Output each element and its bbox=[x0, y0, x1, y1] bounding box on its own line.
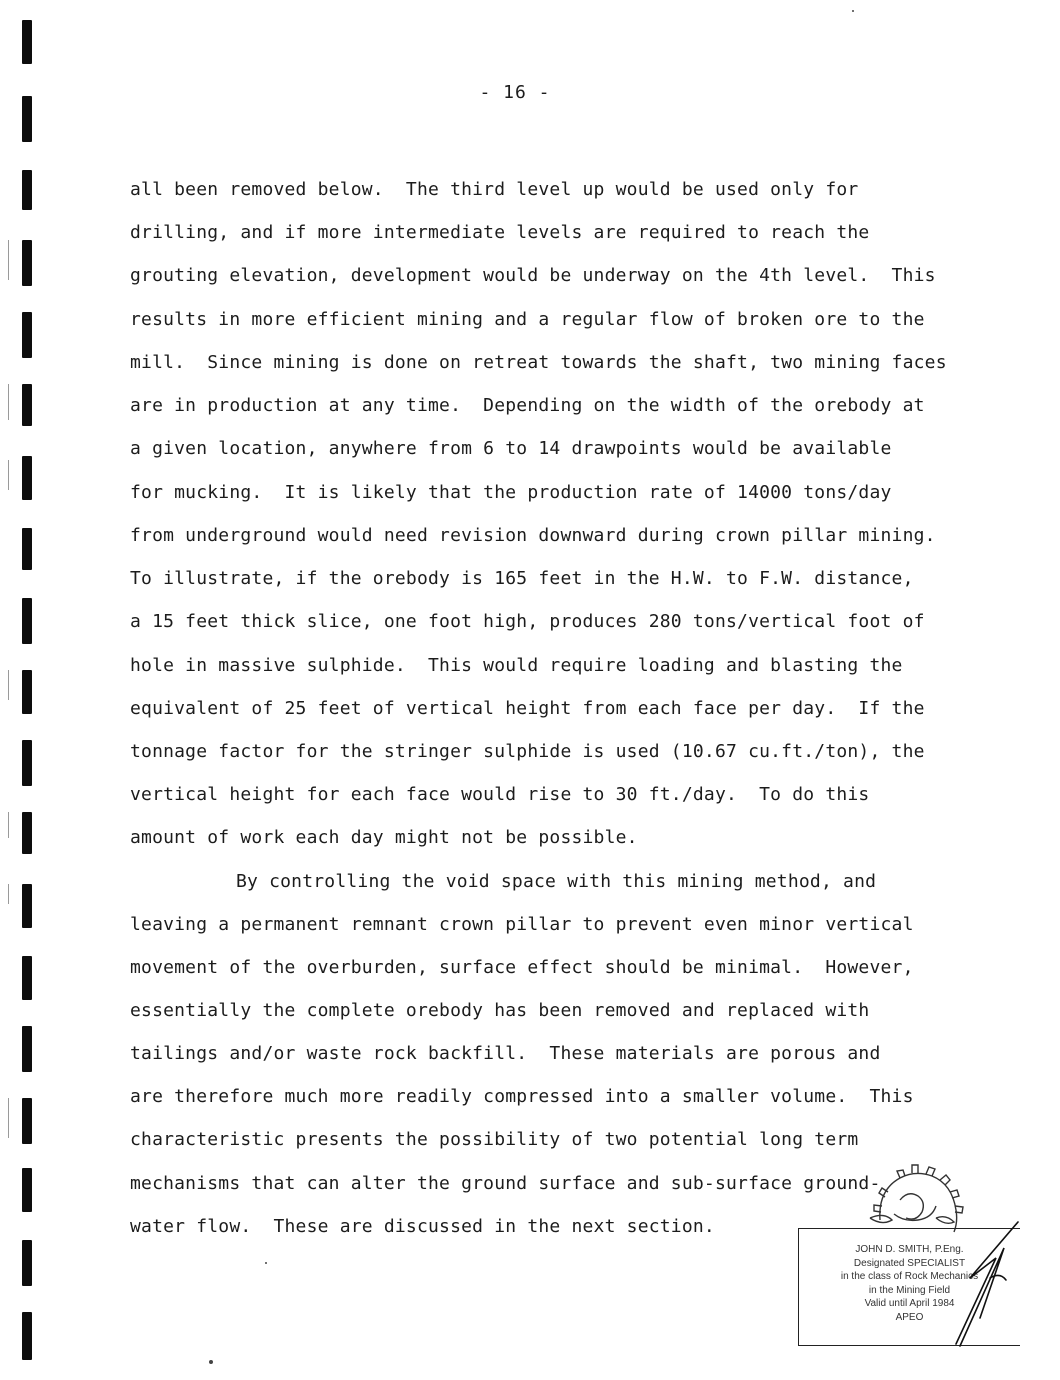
binding-mark bbox=[22, 456, 32, 500]
body-line: a given location, anywhere from 6 to 14 drawpoints would be available bbox=[130, 438, 892, 459]
body-line: characteristic presents the possibility of two potential long term bbox=[130, 1129, 859, 1150]
stamp-line: Valid until April 1984 bbox=[864, 1298, 955, 1309]
binding-mark bbox=[22, 1312, 32, 1360]
body-line: are therefore much more readily compressed into a smaller volume. This bbox=[130, 1086, 914, 1107]
body-line: from underground would need revision downward during crown pillar mining. bbox=[130, 525, 936, 546]
binding-mark bbox=[22, 740, 32, 786]
stamp-line: Designated SPECIALIST bbox=[853, 1257, 966, 1269]
binding-mark bbox=[22, 956, 32, 1000]
body-line: results in more efficient mining and a regular flow of broken ore to the bbox=[130, 309, 925, 330]
binding-mark bbox=[8, 812, 9, 838]
body-line: hole in massive sulphide. This would require loading and blasting the bbox=[130, 655, 903, 676]
body-line: all been removed below. The third level up would be used only for bbox=[130, 179, 859, 200]
binding-mark bbox=[8, 460, 9, 490]
body-line: tailings and/or waste rock backfill. These materials are porous and bbox=[130, 1043, 881, 1064]
binding-mark bbox=[22, 1098, 32, 1144]
body-line: vertical height for each face would rise to 30 ft./day. To do this bbox=[130, 784, 870, 805]
binding-mark bbox=[22, 384, 32, 426]
binding-mark bbox=[8, 240, 9, 280]
binding-mark bbox=[22, 812, 32, 854]
binding-mark bbox=[22, 670, 32, 714]
binding-marks bbox=[0, 0, 60, 1380]
stamp-line: JOHN D. SMITH, P.Eng. bbox=[855, 1244, 964, 1255]
binding-mark bbox=[22, 1168, 32, 1212]
scan-speck bbox=[852, 10, 854, 12]
body-line: for mucking. It is likely that the production rate of 14000 tons/day bbox=[130, 482, 892, 503]
body-line: essentially the complete orebody has been removed and replaced with bbox=[130, 1000, 870, 1021]
body-line: leaving a permanent remnant crown pillar to prevent even minor vertical bbox=[130, 914, 914, 935]
body-line: tonnage factor for the stringer sulphide is used (10.67 cu.ft./ton), the bbox=[130, 741, 925, 762]
scan-speck bbox=[209, 1360, 213, 1364]
body-line: drilling, and if more intermediate levels are required to reach the bbox=[130, 222, 870, 243]
binding-mark bbox=[22, 1240, 32, 1286]
scan-speck bbox=[265, 1262, 267, 1264]
binding-mark bbox=[22, 884, 32, 928]
body-line: movement of the overburden, surface effect should be minimal. However, bbox=[130, 957, 914, 978]
body-line: water flow. These are discussed in the next section. bbox=[130, 1216, 715, 1237]
stamp-line: in the Mining Field bbox=[868, 1284, 951, 1296]
signature bbox=[930, 1218, 1020, 1348]
body-line: mill. Since mining is done on retreat towards the shaft, two mining faces bbox=[130, 352, 947, 373]
binding-mark bbox=[22, 312, 32, 358]
paragraph-first-line: By controlling the void space with this mining method, and bbox=[236, 871, 877, 892]
stamp-line: APEO bbox=[895, 1311, 924, 1323]
body-line: To illustrate, if the orebody is 165 feet in the H.W. to F.W. distance, bbox=[130, 568, 914, 589]
body-line: are in production at any time. Depending on the width of the orebody at bbox=[130, 395, 925, 416]
binding-mark bbox=[22, 528, 32, 570]
binding-mark bbox=[22, 598, 32, 644]
binding-mark bbox=[22, 240, 32, 286]
body-line: mechanisms that can alter the ground surface and sub-surface ground- bbox=[130, 1173, 881, 1194]
binding-mark bbox=[8, 884, 9, 904]
binding-mark bbox=[22, 1026, 32, 1072]
binding-mark bbox=[22, 20, 32, 64]
binding-mark bbox=[22, 170, 32, 210]
body-line: amount of work each day might not be possible. bbox=[130, 827, 638, 848]
page-number: - 16 - bbox=[479, 82, 551, 103]
binding-mark bbox=[8, 1098, 9, 1138]
body-line: grouting elevation, development would be underway on the 4th level. This bbox=[130, 265, 936, 286]
binding-mark bbox=[8, 384, 9, 420]
body-line: a 15 feet thick slice, one foot high, produces 280 tons/vertical foot of bbox=[130, 611, 925, 632]
stamp-line: in the class of Rock Mechanics bbox=[840, 1271, 979, 1282]
binding-mark bbox=[8, 670, 9, 700]
body-line: equivalent of 25 feet of vertical height from each face per day. If the bbox=[130, 698, 925, 719]
